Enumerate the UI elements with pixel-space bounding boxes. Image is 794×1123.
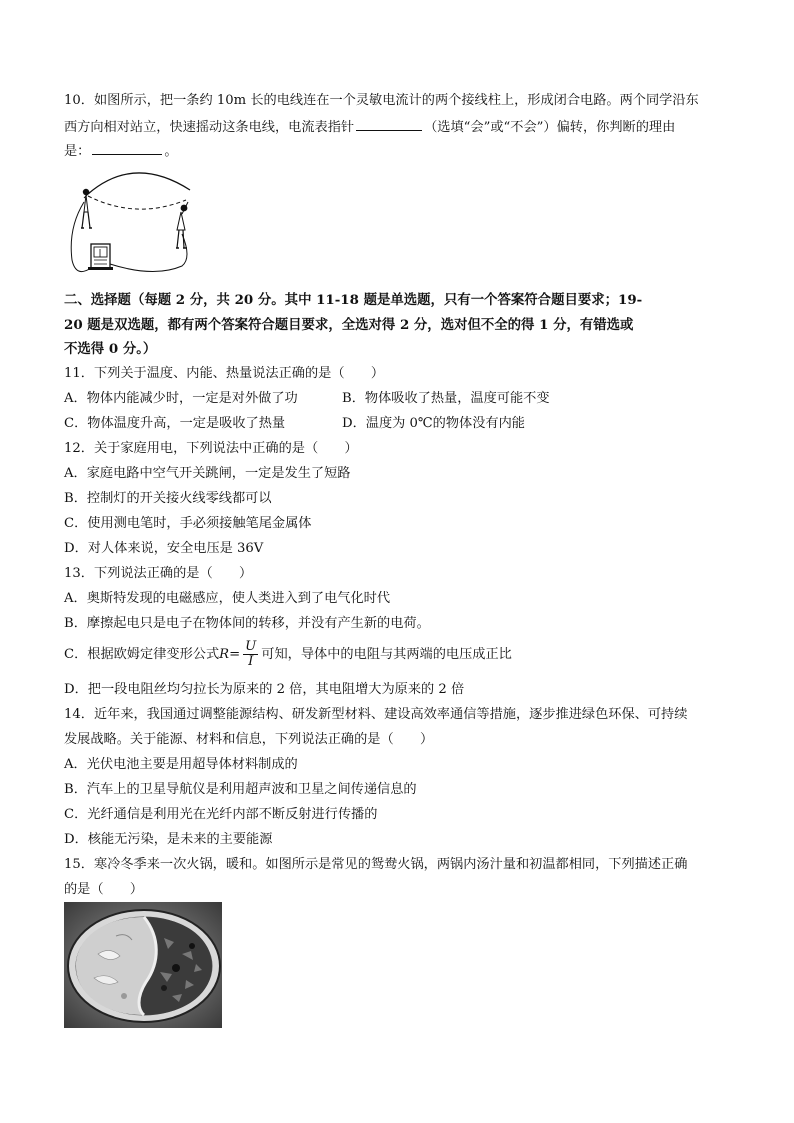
q10-line-3-text-b: 。 (164, 144, 178, 159)
q11-option-d[interactable]: D．温度为 0℃的物体没有内能 (342, 416, 525, 431)
q11-option-a[interactable]: A．物体内能减少时，一定是对外做了功 (64, 391, 298, 406)
q13-option-a[interactable]: A．奥斯特发现的电磁感应，使人类进入到了电气化时代 (64, 591, 391, 606)
formula-fraction (243, 640, 258, 669)
formula-equals-sign: = (229, 647, 241, 662)
q13-option-c-prefix: C．根据欧姆定律变形公式 (64, 647, 220, 662)
section-2-heading-line-3: 不选得 0 分。） (64, 341, 157, 357)
q11-option-c[interactable]: C．物体温度升高，一定是吸收了热量 (64, 416, 286, 431)
q10-answer-blank-2[interactable] (92, 140, 162, 155)
formula-resistance-symbol: R (219, 647, 230, 662)
q15-stem-line-2: 的是（ ） (64, 882, 144, 897)
hotpot-photo (64, 902, 222, 1028)
q13-option-c[interactable] (64, 640, 512, 670)
q14-option-a[interactable]: A．光伏电池主要是用超导体材料制成的 (64, 757, 298, 772)
q11-stem: 11．下列关于温度、内能、热量说法正确的是（ ） (64, 366, 385, 381)
section-2-heading-line-1: 二、选择题（每题 2 分，共 20 分。其中 11-18 题是单选题，只有一个答案符合题目要求；19- (64, 292, 643, 308)
q11-option-b[interactable]: B．物体吸收了热量，温度可能不变 (342, 391, 550, 406)
q12-option-a[interactable]: A．家庭电路中空气开关跳闸，一定是发生了短路 (64, 466, 351, 481)
formula-denominator: I (248, 654, 254, 669)
q11-option-row-2 (64, 414, 285, 434)
q12-option-b[interactable]: B．控制灯的开关接火线零线都可以 (64, 491, 272, 506)
q13-option-d[interactable]: D．把一段电阻丝均匀拉长为原来的 2 倍，其电阻增大为原来的 2 倍 (64, 682, 465, 697)
q13-option-b[interactable]: B．摩擦起电只是电子在物体间的转移，并没有产生新的电荷。 (64, 616, 430, 631)
q10-line-2-text-b: （选填“会”或“不会”）偏转，你判断的理由 (424, 120, 676, 135)
q10-line-2 (64, 116, 675, 138)
q12-stem: 12．关于家庭用电，下列说法中正确的是（ ） (64, 441, 358, 456)
q14-option-c[interactable]: C．光纤通信是利用光在光纤内部不断反射进行传播的 (64, 807, 378, 822)
q10-line-1: 10．如图所示，把一条约 10m 长的电线连在一个灵敏电流计的两个接线柱上，形成闭合电路。两个同学沿东 (64, 93, 699, 108)
q13-option-c-suffix: 可知，导体中的电阻与其两端的电压成正比 (261, 647, 512, 662)
wire-swinging-figure (64, 168, 194, 280)
q15-stem-line-1: 15．寒冷冬季来一次火锅，暖和。如图所示是常见的鸳鸯火锅，两锅内汤汁量和初温都相同，下列描述正确 (64, 857, 688, 872)
q14-option-d[interactable]: D．核能无污染，是未来的主要能源 (64, 832, 273, 847)
section-2-heading-line-2: 20 题是双选题，都有两个答案符合题目要求，全选对得 2 分，选对但不全的得 1 分，有错选或 (64, 317, 634, 333)
q13-stem: 13．下列说法正确的是（ ） (64, 566, 253, 581)
q14-option-b[interactable]: B．汽车上的卫星导航仪是利用超声波和卫星之间传递信息的 (64, 782, 417, 797)
q11-option-row-1 (64, 389, 298, 409)
q10-line-3-text-a: 是： (64, 144, 91, 159)
q10-answer-blank-1[interactable] (356, 116, 422, 131)
q14-stem-line-2: 发展战略。关于能源、材料和信息，下列说法正确的是（ ） (64, 732, 434, 747)
q10-line-2-text-a: 西方向相对站立，快速摇动这条电线，电流表指针 (64, 120, 355, 135)
q14-stem-line-1: 14．近年来，我国通过调整能源结构、研发新型材料、建设高效率通信等措施，逐步推进绿色环保、可持续 (64, 707, 688, 722)
formula-numerator: U (245, 639, 257, 654)
q12-option-c[interactable]: C．使用测电笔时，手必须接触笔尾金属体 (64, 516, 312, 531)
q12-option-d[interactable]: D．对人体来说，安全电压是 36V (64, 541, 264, 556)
q10-line-3 (64, 140, 178, 162)
